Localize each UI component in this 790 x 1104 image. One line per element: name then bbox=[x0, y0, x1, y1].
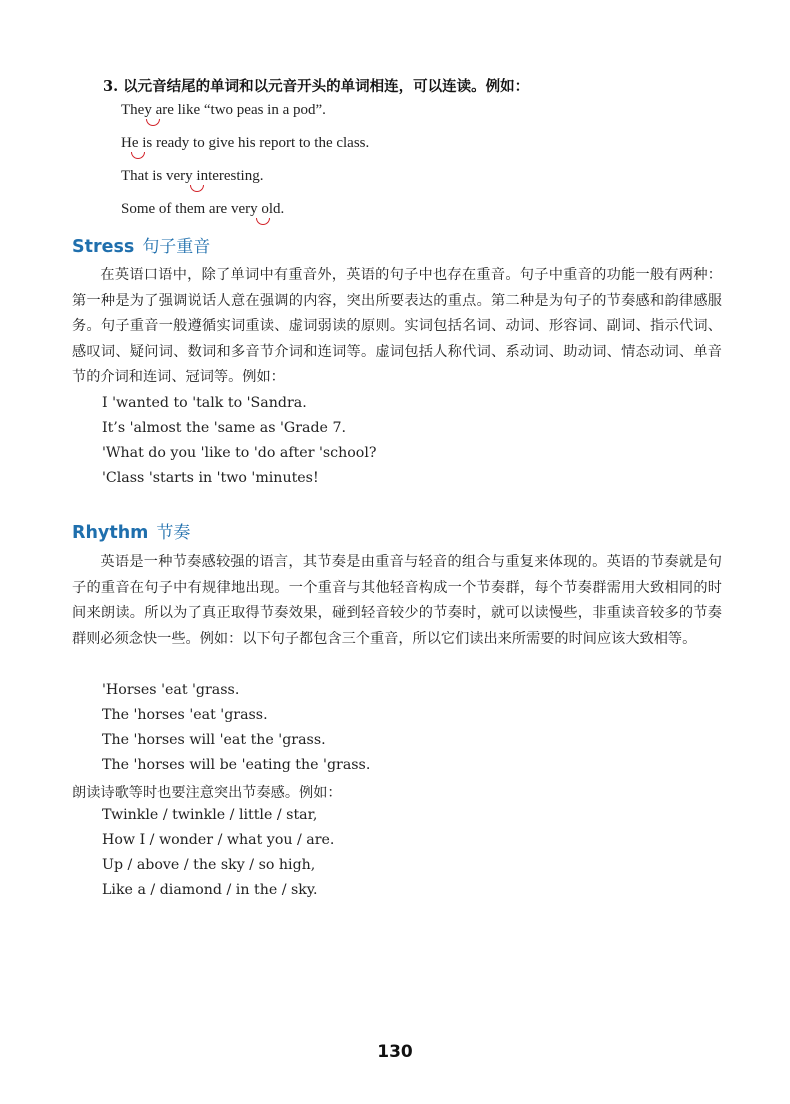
rhythm-paragraph: 英语是一种节奏感较强的语言，其节奏是由重音与轻音的组合与重复来体现的。英语的节奏就是句子的重音在句子中有规律地出现。一个重音与其他轻音构成一个节奏群，每个节奏群需用大致相同的时间来朗读。所以为了真正取得节奏效果，碰到轻音较少的节奏时，就可以读慢些，非重读音较多的节奏群则必须念快一些。例如：以下句子都包含三个重音，所以它们读出来所需要的时间应该大致相等。 bbox=[72, 554, 722, 647]
liaison-link-mark bbox=[146, 119, 160, 126]
stress-title-en: Stress bbox=[72, 237, 135, 257]
stress-section-title bbox=[72, 232, 210, 257]
rhythm-title-cn: 节奏 bbox=[156, 523, 191, 543]
page-number: 130 bbox=[377, 1042, 413, 1062]
stress-paragraph: 在英语口语中，除了单词中有重音外，英语的句子中也存在重音。句子中重音的功能一般有两种：第一种是为了强调说话人意在强调的内容，突出所要表达的重点。第二种是为句子的节奏感和韵律感服务。句子重音一般遵循实词重读、虚词弱读的原则。实词包括名词、动词、形容词、副词、指示代词、感叹词、疑问词、数词和多音节介词和连词等。虚词包括人称代词、系动词、助动词、情态动词、单音节的介词和连词、冠词等。例如： bbox=[72, 267, 722, 385]
liaison-link-mark bbox=[256, 218, 270, 225]
rhythm-example: The 'horses will 'eat the 'grass. bbox=[102, 732, 326, 748]
rhythm-example: The 'horses 'eat 'grass. bbox=[102, 707, 268, 723]
rhythm-example: The 'horses will be 'eating the 'grass. bbox=[102, 757, 371, 773]
stress-example: 'Class 'starts in 'two 'minutes! bbox=[102, 470, 319, 486]
rhythm-title-en: Rhythm bbox=[72, 523, 149, 543]
rhythm-example: 'Horses 'eat 'grass. bbox=[102, 682, 240, 698]
liaison-rule-heading: 3. 以元音结尾的单词和以元音开头的单词相连，可以连读。例如： bbox=[103, 78, 530, 95]
stress-example: It’s 'almost the 'same as 'Grade 7. bbox=[102, 420, 346, 436]
poem-line: How I / wonder / what you / are. bbox=[102, 832, 335, 848]
stress-example: 'What do you 'like to 'do after 'school? bbox=[102, 445, 377, 461]
poem-line: Like a / diamond / in the / sky. bbox=[102, 882, 318, 898]
poem-intro: 朗读诗歌等时也要注意突出节奏感。例如： bbox=[72, 785, 342, 801]
rhythm-section-title bbox=[72, 518, 190, 543]
liaison-example: He is ready to give his report to the class. bbox=[121, 135, 370, 151]
liaison-link-mark bbox=[131, 152, 145, 159]
liaison-example: Some of them are very old. bbox=[121, 201, 285, 217]
liaison-link-mark bbox=[190, 185, 204, 192]
stress-title-cn: 句子重音 bbox=[142, 237, 211, 257]
poem-line: Twinkle / twinkle / little / star, bbox=[102, 807, 318, 823]
poem-line: Up / above / the sky / so high, bbox=[102, 857, 316, 873]
liaison-example: They are like “two peas in a pod”. bbox=[121, 102, 326, 118]
liaison-example: That is very interesting. bbox=[121, 168, 264, 184]
stress-example: I 'wanted to 'talk to 'Sandra. bbox=[102, 395, 307, 411]
